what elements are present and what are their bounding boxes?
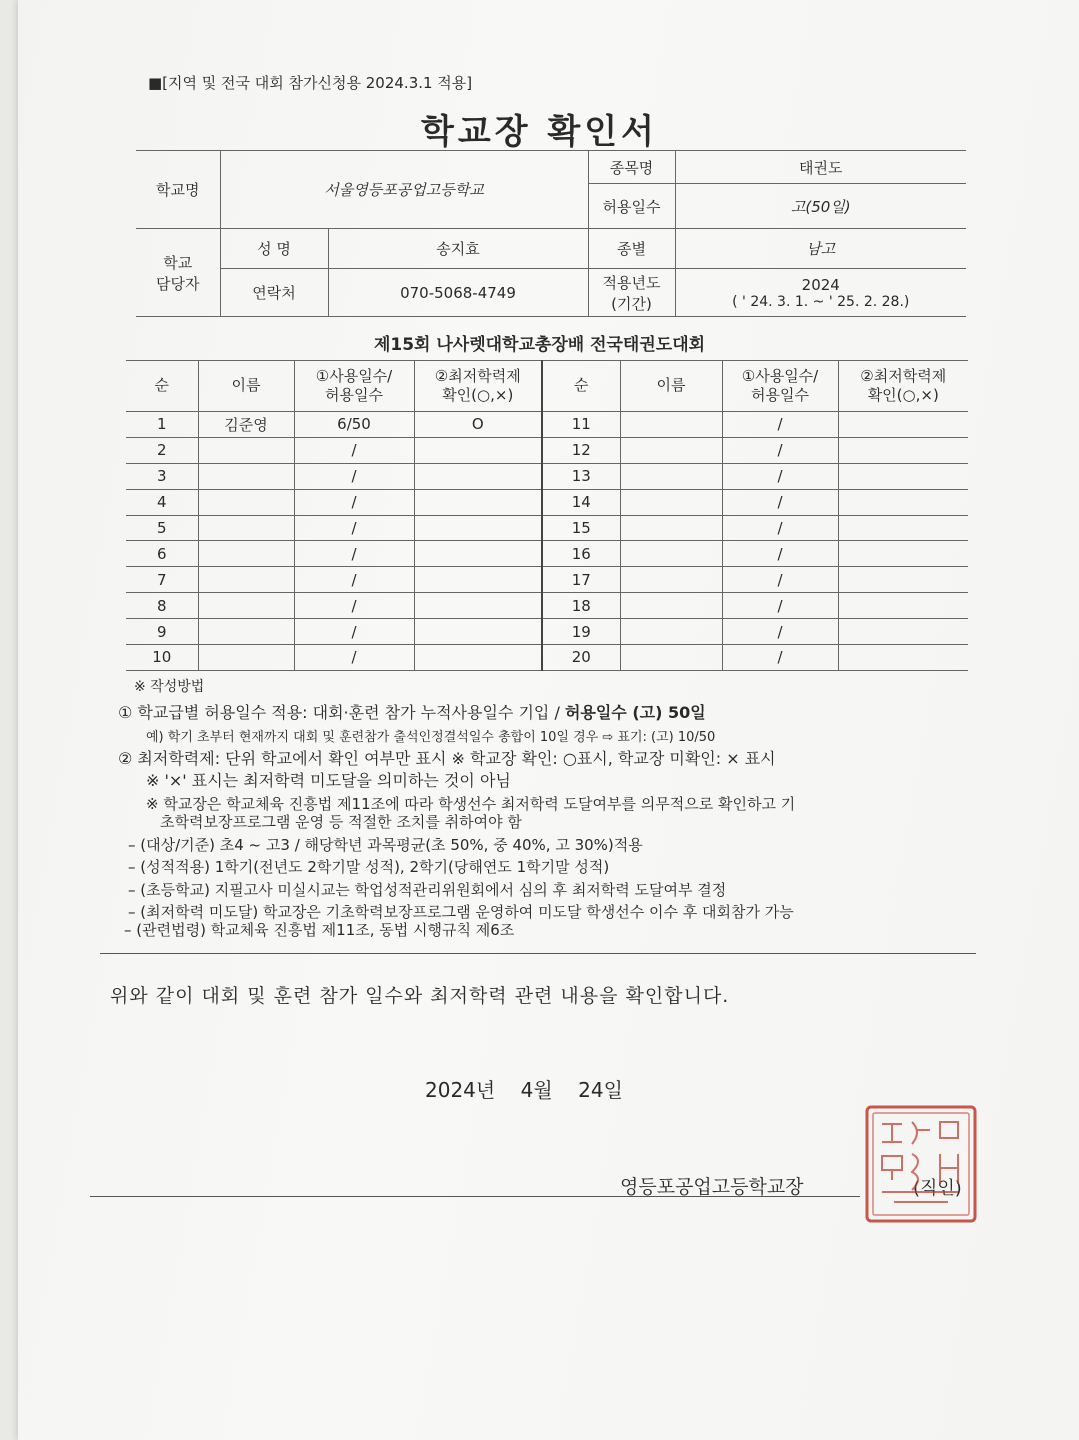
row-number: 17 xyxy=(542,567,620,593)
note-2: ② 최저학력제: 단위 학교에서 확인 여부만 표시 ※ 학교장 확인: ○표시, 학교장 미확인: × 표시 xyxy=(118,749,776,768)
sport-label: 종목명 xyxy=(588,151,675,184)
name-label: 성 명 xyxy=(220,229,328,269)
note-1-example: 예) 학기 초부터 현재까지 대회 및 훈련참가 출석인정결석일수 총합이 10일 경우 ⇨ 표기: (고) 10/50 xyxy=(146,730,716,745)
row-days: / xyxy=(722,541,838,567)
detail-3: – (초등학교) 지필고사 미실시교는 학업성적관리위원회에서 심의 후 최저학력 도달여부 결정 xyxy=(128,881,727,899)
table-row xyxy=(126,463,968,489)
row-days: / xyxy=(294,645,414,671)
row-check xyxy=(414,437,542,463)
row-days: / xyxy=(294,593,414,619)
row-check xyxy=(838,593,968,619)
table-row xyxy=(126,619,968,645)
row-check xyxy=(838,412,968,438)
col-no-header: 순 xyxy=(542,361,620,412)
col-name-header: 이름 xyxy=(198,361,294,412)
row-check xyxy=(838,463,968,489)
row-check xyxy=(838,567,968,593)
row-days: / xyxy=(294,515,414,541)
principal-signature: 영등포공업고등학교장 xyxy=(620,1176,804,1198)
detail-2: – (성적적용) 1학기(전년도 2학기말 성적), 2학기(당해연도 1학기말 성적) xyxy=(128,858,610,876)
name-value: 송지효 xyxy=(328,229,588,269)
note-2-b2: 초학력보장프로그램 운영 등 적절한 조치를 취하여야 함 xyxy=(160,813,522,831)
info-table xyxy=(136,150,966,317)
row-name xyxy=(198,645,294,671)
row-number: 15 xyxy=(542,515,620,541)
detail-1: – (대상/기준) 초4 ~ 고3 / 해당학년 과목평균(초 50%, 중 40%, 고 30%)적용 xyxy=(128,836,643,854)
row-number: 19 xyxy=(542,619,620,645)
table-row xyxy=(126,645,968,671)
row-check xyxy=(414,515,542,541)
row-check xyxy=(414,567,542,593)
row-check xyxy=(414,489,542,515)
col-min-header: ②최저학력제 확인(○,×) xyxy=(414,361,542,412)
row-name xyxy=(620,437,722,463)
row-days: / xyxy=(722,463,838,489)
row-check xyxy=(414,541,542,567)
year-label: 적용년도 (기간) xyxy=(588,269,675,317)
notes-divider xyxy=(100,953,976,954)
row-number: 13 xyxy=(542,463,620,489)
row-name xyxy=(620,463,722,489)
row-number: 3 xyxy=(126,463,198,489)
row-days: / xyxy=(294,619,414,645)
row-number: 8 xyxy=(126,593,198,619)
row-number: 2 xyxy=(126,437,198,463)
row-check xyxy=(838,437,968,463)
manager-label: 학교 담당자 xyxy=(136,229,220,317)
row-days: / xyxy=(722,437,838,463)
row-name xyxy=(198,593,294,619)
detail-4: – (최저학력 미도달) 학교장은 기초학력보장프로그램 운영하여 미도달 학생선수 이수 후 대회참가 가능 xyxy=(128,903,794,921)
row-days: / xyxy=(722,645,838,671)
row-name xyxy=(620,515,722,541)
row-check xyxy=(414,645,542,671)
row-check: O xyxy=(414,412,542,438)
table-row xyxy=(126,489,968,515)
gender-value: 남고 xyxy=(675,229,966,269)
row-number: 11 xyxy=(542,412,620,438)
row-check xyxy=(414,463,542,489)
row-days: / xyxy=(722,515,838,541)
year-value: 2024 ( ' 24. 3. 1. ~ ' 25. 2. 28.) xyxy=(675,269,966,317)
row-name xyxy=(198,463,294,489)
row-check xyxy=(414,619,542,645)
official-seal-icon xyxy=(864,1104,978,1224)
row-number: 9 xyxy=(126,619,198,645)
note-2-a: ※ '×' 표시는 최저학력 미도달을 의미하는 것이 아님 xyxy=(146,771,511,790)
participants-table xyxy=(126,360,968,671)
competition-title: 제15회 나사렛대학교총장배 전국태권도대회 xyxy=(373,335,706,355)
row-name: 김준영 xyxy=(198,412,294,438)
row-name xyxy=(198,541,294,567)
notes-heading: ※ 작성방법 xyxy=(134,679,205,695)
note-1: ① 학교급별 허용일수 적용: 대회·훈련 참가 누적사용일수 기입 / 허용일수 (고) 50일 xyxy=(118,703,706,722)
row-days: / xyxy=(722,489,838,515)
row-days: 6/50 xyxy=(294,412,414,438)
col-min-header: ②최저학력제 확인(○,×) xyxy=(838,361,968,412)
row-check xyxy=(838,541,968,567)
row-name xyxy=(620,412,722,438)
row-check xyxy=(838,515,968,541)
gender-label: 종별 xyxy=(588,229,675,269)
row-number: 14 xyxy=(542,489,620,515)
row-number: 6 xyxy=(126,541,198,567)
row-days: / xyxy=(722,619,838,645)
school-value: 서울영등포공업고등학교 xyxy=(220,151,588,229)
sport-value: 태권도 xyxy=(675,151,966,184)
table-row xyxy=(126,515,968,541)
row-days: / xyxy=(294,567,414,593)
row-name xyxy=(198,515,294,541)
row-check xyxy=(414,593,542,619)
row-name xyxy=(620,489,722,515)
row-days: / xyxy=(294,463,414,489)
table-row xyxy=(126,437,968,463)
row-number: 16 xyxy=(542,541,620,567)
row-name xyxy=(198,437,294,463)
row-name xyxy=(620,567,722,593)
row-days: / xyxy=(294,437,414,463)
document-date: 2024년 4월 24일 xyxy=(425,1078,623,1102)
row-number: 5 xyxy=(126,515,198,541)
table-row xyxy=(126,593,968,619)
detail-5: – (관련법령) 학교체육 진흥법 제11조, 동법 시행규칙 제6조 xyxy=(124,921,515,939)
table-row xyxy=(126,541,968,567)
col-name-header: 이름 xyxy=(620,361,722,412)
row-name xyxy=(620,645,722,671)
col-days-header: ①사용일수/ 허용일수 xyxy=(722,361,838,412)
table-row xyxy=(126,412,968,438)
row-check xyxy=(838,619,968,645)
row-name xyxy=(620,619,722,645)
confirmation-text: 위와 같이 대회 및 훈련 참가 일수와 최저학력 관련 내용을 확인합니다. xyxy=(110,985,730,1007)
row-number: 18 xyxy=(542,593,620,619)
seal-label: (직인) xyxy=(913,1178,962,1199)
row-name xyxy=(620,593,722,619)
table-row xyxy=(126,567,968,593)
row-days: / xyxy=(722,412,838,438)
row-days: / xyxy=(722,567,838,593)
document-title: 학교장 확인서 xyxy=(421,112,658,152)
col-days-header: ①사용일수/ 허용일수 xyxy=(294,361,414,412)
row-number: 12 xyxy=(542,437,620,463)
contact-value: 070-5068-4749 xyxy=(328,269,588,317)
row-days: / xyxy=(294,489,414,515)
row-number: 4 xyxy=(126,489,198,515)
row-number: 1 xyxy=(126,412,198,438)
school-label: 학교명 xyxy=(136,151,220,229)
header-note: ■[지역 및 전국 대회 참가신청용 2024.3.1 적용] xyxy=(148,74,473,92)
row-number: 10 xyxy=(126,645,198,671)
contact-label: 연락처 xyxy=(220,269,328,317)
row-check xyxy=(838,489,968,515)
allowed-days-value: 고(50일) xyxy=(675,184,966,229)
row-number: 7 xyxy=(126,567,198,593)
allowed-days-label: 허용일수 xyxy=(588,184,675,229)
row-name xyxy=(198,489,294,515)
row-days: / xyxy=(294,541,414,567)
row-days: / xyxy=(722,593,838,619)
note-2-b1: ※ 학교장은 학교체육 진흥법 제11조에 따라 학생선수 최저학력 도달여부를 의무적으로 확인하고 기 xyxy=(146,795,796,813)
col-no-header: 순 xyxy=(126,361,198,412)
row-name xyxy=(198,567,294,593)
row-number: 20 xyxy=(542,645,620,671)
row-check xyxy=(838,645,968,671)
row-name xyxy=(620,541,722,567)
row-name xyxy=(198,619,294,645)
